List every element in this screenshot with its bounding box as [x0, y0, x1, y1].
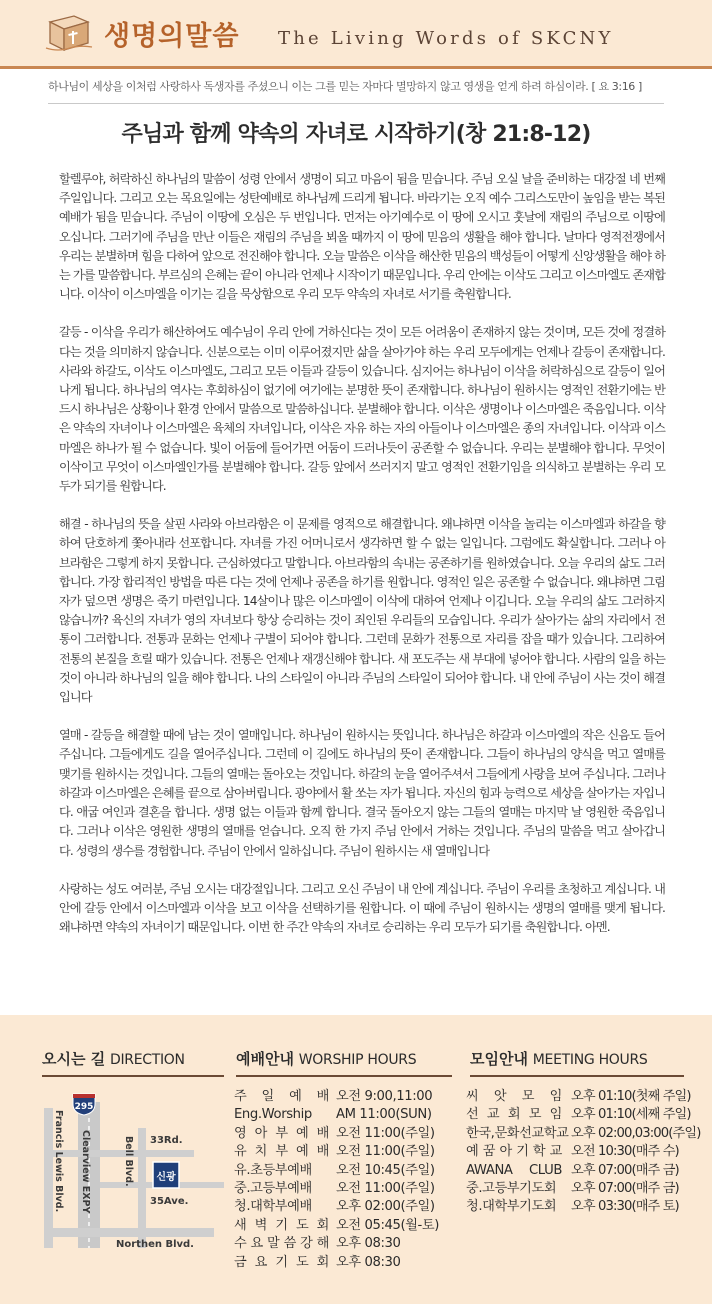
schedule-name: 선 교 회 모 임: [466, 1107, 562, 1123]
direction-title-ko: 오시는 길: [42, 1050, 106, 1068]
schedule-name: 청.대학부기도회: [466, 1199, 557, 1215]
map-label-bell: Bell Blvd.: [123, 1136, 134, 1187]
direction-map: [42, 1088, 224, 1250]
schedule-name: 영 아 부 예 배: [234, 1125, 329, 1141]
schedule-row: [234, 1143, 439, 1161]
schedule-time: 오전 11:00(주일): [336, 1125, 435, 1141]
schedule-name: 청.대학부예배: [234, 1199, 312, 1215]
meeting-title-ko: 모임안내: [470, 1050, 528, 1068]
worship-heading: [236, 1048, 416, 1072]
worship-list: [234, 1088, 439, 1272]
schedule-row: [466, 1198, 700, 1216]
schedule-time: 오전 05:45(월-토): [336, 1217, 440, 1233]
direction-heading: [42, 1048, 185, 1072]
map-label-northern: Northen Blvd.: [116, 1239, 194, 1250]
schedule-time: 오후 03:30(매주 토): [571, 1199, 679, 1215]
schedule-row: [234, 1106, 439, 1124]
map-label-33rd: 33Rd.: [150, 1135, 183, 1146]
meeting-title-en: MEETING HOURS: [532, 1052, 648, 1068]
header-banner: [0, 0, 712, 69]
sermon-paragraph: 할렐루야, 허락하신 하나님의 말씀이 성령 안에서 생명이 되고 마음이 됨을 믿습니다. 주님 오실 날을 준비하는 대강절 네 번째 주일입니다. 그리고 오는 목요일에는 성탄예배로 하나님께 드리게 됩니다. 바라기는 오직 예수 그리스도만이 높임을 받는 복된 예배가 됨을 믿습니다. 주님이 이땅에 오심은 두 번입니다. 먼저는 아기예수로 이 땅에 오시고 훗날에 재림의 주님으로 이땅에 오십니다. 그러기에 주님을 만난 이들은 재림의 주님을 뵈올 때까지 이 땅에 믿음의 생활을 해야 합니다. 날마다 영적전쟁에서 우리는 분별하며 힘을 다하여 앞으로 전진해야 합니다. 오늘 말씀은 이삭을 해산한 믿음의 백성들이 어떻게 신앙생활을 해야 하는 가를 말씀합니다. 부르심의 은혜는 끝이 아니라 언제나 시작이기 때문입니다. 우리 안에는 이삭도 그리고 이스마엘도 존재합니다. 이삭이 이스마엘을 이기는 길을 묵상함으로 우리 모두 약속의 자녀로 서기를 축원합니다.: [59, 172, 665, 302]
schedule-row: [466, 1088, 700, 1106]
schedule-time: 오후 07:00(매주 금): [571, 1181, 679, 1197]
sermon-paragraph: 열매 - 갈등을 해결할 때에 남는 것이 열매입니다. 하나님이 원하시는 뜻입니다. 하나님은 하갈과 이스마엘의 작은 신음도 들어주십니다. 그들에게도 길을 열어주십니다. 그런데 이 길에도 하나님의 뜻이 존재합니다. 그들이 하나님의 양식을 먹고 열매를 맺기를 원하시는 것입니다. 그들의 열매는 돌아오는 것입니다. 하갈의 눈을 열어주셔서 그들에게 사랑을 보여 주십니다. 그러나 하갈과 이스마엘은 은혜를 끝으로 삼아버립니다. 광야에서 활 쏘는 자가 됩니다. 자신의 힘과 능력으로 세상을 살아가는 자입니다. 애굽 여인과 결혼을 합니다. 생명 없는 이들과 함께 합니다. 결국 돌아오지 않는 그들의 열매는 마지막 날 영원한 죽음입니다. 그러나 이삭은 영원한 생명의 열매를 얻습니다. 오직 한 가지 주님 안에서 거하는 것입니다. 주님의 말씀을 먹고 살아갑니다. 성령의 생수를 경험합니다. 주님이 안에서 일하십니다. 주님이 원하시는 새 열매입니다: [59, 728, 665, 858]
schedule-row: [234, 1180, 439, 1198]
worship-title-ko: 예배안내: [236, 1050, 294, 1068]
schedule-name: 예 꿈 아 기 학 교: [466, 1144, 562, 1160]
schedule-time: 오후 08:30: [336, 1236, 401, 1252]
schedule-row: [234, 1125, 439, 1143]
schedule-name: 유.초등부예배: [234, 1162, 312, 1178]
sermon-paragraph: 갈등 - 이삭을 우리가 해산하여도 예수님이 우리 안에 거하신다는 것이 모든 어려움이 존재하지 않는 것이며, 모든 것에 정결하다는 것을 의미하지 않습니다. 신분으로는 이미 이루어졌지만 삶을 살아가야 하는 우리 모두에게는 언제나 갈등이 존재합니다. 사라와 하갈도, 이삭도 이스마엘도, 그리고 모든 이들과 갈등이 있습니다. 심지어는 하나님이 이삭을 허락하심으로 갈등이 일어나게 됩니다. 하나님의 역사는 후회하심이 없기에 여기에는 분명한 뜻이 존재합니다. 하나님이 원하시는 영적인 전환기에는 반드시 하나님은 상황이나 환경 안에서 말씀으로 말씀하십니다. 분별해야 합니다. 이삭은 생명이나 이스마엘은 죽음입니다. 이삭은 약속의 자녀이나 이스마엘은 육체의 자녀입니다, 이삭은 자유 하는 자의 아들이나 이스마엘은 종의 자녀입니다. 이삭과 이스마엘은 하나가 될 수 없습니다. 빛이 어둠에 들어가면 어둠이 드러나듯이 공존할 수 없습니다. 우리는 분별해야 합니다. 무엇이 이삭이고 무엇이 이스마엘인가를 분별해야 합니다. 갈등 앞에서 쓰러지지 말고 영적인 전환기임을 의식하고 분별하는 우리 모두가 되기를 원합니다.: [59, 325, 665, 494]
memory-verse: 하나님이 세상을 이처럼 사랑하사 독생자를 주셨으니 이는 그를 믿는 자마다 멸망하지 않고 영생을 얻게 하려 하심이라. [ 요 3:16 ]: [48, 80, 642, 93]
schedule-row: [234, 1254, 439, 1272]
schedule-name: 수 요 말 씀 강 해: [234, 1236, 329, 1252]
meeting-list: [466, 1088, 700, 1217]
worship-rule: [236, 1075, 452, 1077]
schedule-name: 씨 앗 모 임: [466, 1089, 562, 1104]
bible-icon: [44, 12, 94, 54]
schedule-name: AWANA CLUB: [466, 1162, 562, 1178]
church-marker: 신광: [156, 1172, 176, 1183]
header-subtitle: The Living Words of SKCNY: [278, 28, 614, 49]
highway-shield-label: 295: [74, 1102, 94, 1112]
schedule-time: 오전 11:00(주일): [336, 1181, 435, 1197]
direction-title-en: DIRECTION: [109, 1052, 185, 1068]
schedule-name: 중.고등부기도회: [466, 1181, 557, 1197]
schedule-name: 새 벽 기 도 회: [234, 1217, 329, 1233]
schedule-name: 중.고등부예배: [234, 1181, 312, 1197]
schedule-row: [234, 1217, 439, 1235]
schedule-time: 오후 07:00(매주 금): [571, 1162, 679, 1178]
schedule-time: 오전 10:30(매주 수): [571, 1144, 679, 1160]
schedule-name: 한국,문화선교학교: [466, 1125, 569, 1141]
meeting-rule: [470, 1075, 684, 1077]
schedule-time: 오후 01:10(세째 주일): [571, 1107, 691, 1123]
schedule-name: 금 요 기 도 회: [234, 1254, 329, 1270]
direction-rule: [42, 1075, 224, 1077]
schedule-time: AM 11:00(SUN): [336, 1107, 432, 1123]
meeting-heading: [470, 1048, 647, 1072]
schedule-time: 오후 02:00(주일): [336, 1199, 435, 1215]
schedule-time: 오후 08:30: [336, 1254, 401, 1270]
schedule-time: 오전 11:00(주일): [336, 1144, 435, 1160]
schedule-row: [234, 1088, 439, 1106]
sermon-paragraph: 사랑하는 성도 여러분, 주님 오시는 대강절입니다. 그리고 오신 주님이 내 안에 계십니다. 주님이 우리를 초청하고 계십니다. 내 안에 갈등 안에서 이스마엘과 이삭을 보고 이삭을 선택하기를 원합니다. 이 때에 주님이 원하시는 생명의 열매를 맺게 됩니다. 왜냐하면 약속의 자녀이기 때문입니다. 이번 한 주간 약속의 자녀로 승리하는 우리 모두가 되기를 축원합니다. 아멘.: [59, 881, 665, 935]
schedule-time: 오후 02:00,03:00(주일): [571, 1125, 701, 1141]
schedule-row: [466, 1143, 700, 1161]
sermon-paragraph: 해결 - 하나님의 뜻을 살핀 사라와 아브라함은 이 문제를 영적으로 해결합니다. 왜냐하면 이삭을 놀리는 이스마엘과 하갈을 향하여 단호하게 쫓아내라 선포합니다. 자녀를 가진 어머니로서 생각하면 할 수 없는 일입니다. 그럼에도 확실합니다. 그러나 아브라함은 그렇게 하지 못합니다. 근심하였다고 말합니다. 아브라함의 속내는 공존하기를 원하였습니다. 오늘 우리의 삶도 그러합니다. 가장 합리적인 방법을 따른 다는 것에 언제나 공존을 하기를 원합니다. 영적인 일은 공존할 수 없습니다. 왜냐하면 그림자가 덮으면 생명은 죽기 마련입니다. 14살이나 많은 이스마엘이 이삭에 대하여 언제나 이깁니다. 오늘 우리의 삶도 그러하지 않습니까? 육신의 자녀가 영의 자녀보다 항상 승리하는 것이 죄인된 우리들의 모습입니다. 우리가 살아가는 삶의 자리에서 전통이 그러합니다. 전통과 문화는 언제나 구별이 되어야 합니다. 그런데 문화가 전통으로 자리를 잡을 때가 있습니다. 그리하여 전통의 본질을 흐릴 때가 있습니다. 전통은 언제나 재갱신해야 합니다. 새 포도주는 새 부대에 넣어야 합니다. 사람의 일을 하는 것이 아니라 하나님의 일을 해야 합니다. 나의 스타일이 아니라 주님의 스타일이 되어야 합니다. 내 안에 주님이 사는 것이 해결입니다: [59, 517, 665, 705]
schedule-row: [466, 1180, 700, 1198]
schedule-row: [466, 1162, 700, 1180]
schedule-row: [466, 1106, 700, 1124]
schedule-time: 오전 10:45(주일): [336, 1162, 435, 1178]
schedule-row: [466, 1125, 700, 1143]
schedule-name: 주 일 예 배: [234, 1089, 329, 1104]
schedule-time: 오후 01:10(첫째 주일): [571, 1089, 691, 1104]
sermon-body: [59, 170, 665, 956]
schedule-name: Eng.Worship: [234, 1107, 312, 1123]
schedule-time: 오전 9:00,11:00: [336, 1089, 433, 1104]
schedule-row: [234, 1235, 439, 1253]
header-title: 생명의말씀: [104, 21, 240, 52]
schedule-name: 유 치 부 예 배: [234, 1144, 329, 1160]
map-label-35ave: 35Ave.: [150, 1196, 189, 1207]
divider: [48, 103, 664, 104]
worship-title-en: WORSHIP HOURS: [298, 1052, 417, 1068]
map-label-clearview: Clearview EXPY: [80, 1130, 91, 1214]
schedule-row: [234, 1198, 439, 1216]
map-label-francis: Francis Lewis Blvd.: [53, 1110, 64, 1213]
sermon-title: 주님과 함께 약속의 자녀로 시작하기(창 21:8-12): [121, 122, 591, 147]
schedule-row: [234, 1162, 439, 1180]
